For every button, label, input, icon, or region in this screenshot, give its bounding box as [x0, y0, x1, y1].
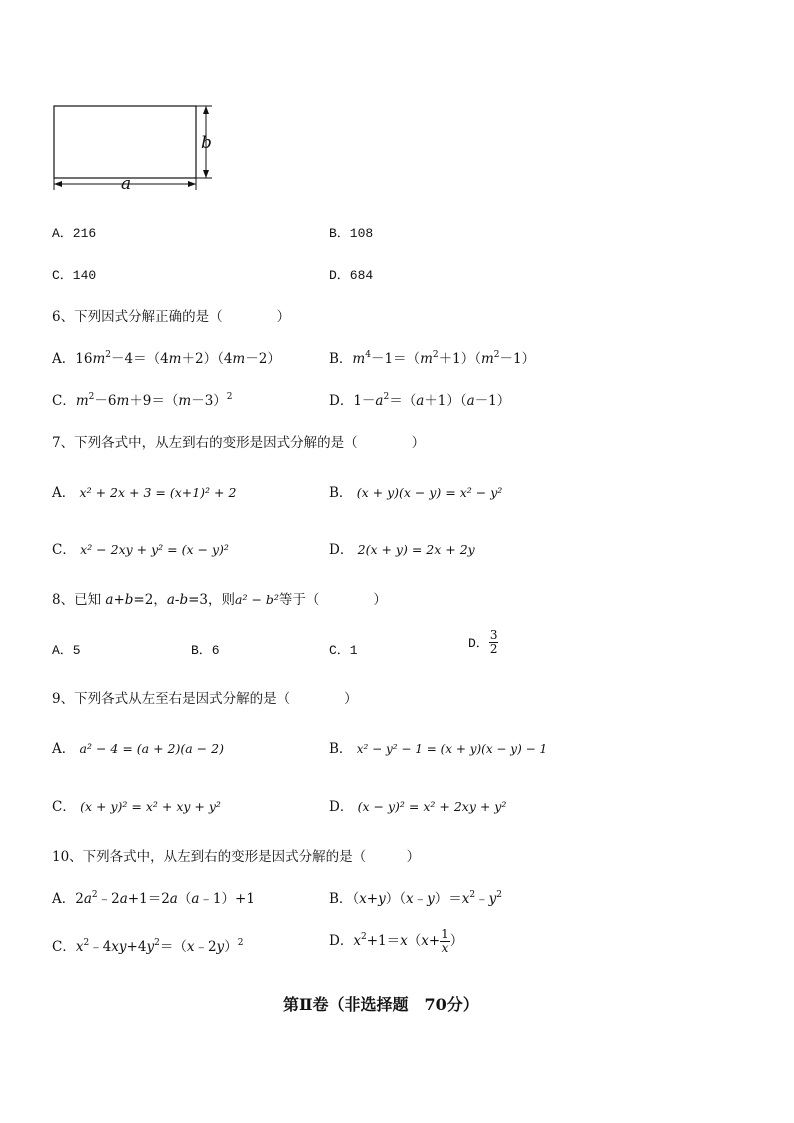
q10-option-d[interactable]: D．$x^2+1=x(x+$ $\frac{1}{x}$ ） [329, 927, 464, 956]
q10-option-c[interactable]: C．$x^2﹣4xy+4y^2=(x﹣2y)^2$ [52, 938, 244, 955]
q8-option-d[interactable]: D． $\frac{3}{2}$ [468, 628, 498, 657]
q5-option-d[interactable]: D．684 [329, 268, 374, 283]
q9-option-b[interactable]: B． x² − y² − 1 = (x + y)(x − y) − 1 [329, 741, 548, 757]
q8-option-b[interactable]: B．6 [191, 643, 220, 658]
q10-option-b[interactable]: B．$(x+y)(x﹣y)=x^2﹣y^2$ [329, 890, 502, 907]
q7-option-c[interactable]: C． x² − 2xy + y² = (x − y)² [52, 542, 229, 558]
q6-option-c[interactable]: C．$m^2-6m+9=(m-3)^2$ [52, 392, 233, 409]
q10-fraction: $\frac{1}{x}$ [441, 927, 449, 956]
q6-option-d[interactable]: D．$1-a^2=(a+1)(a-1)$ [329, 392, 511, 409]
q7-option-a[interactable]: A． x² + 2x + 3 = (x+1)² + 2 [52, 485, 237, 501]
q10-option-a[interactable]: A．$2a^2﹣2a+1=2a(a﹣1)+1$ [52, 890, 255, 907]
q9-option-a[interactable]: A． a² − 4 = (a + 2)(a − 2) [52, 741, 224, 757]
section-title: 第Ⅱ卷（非选择题 70分） [283, 995, 479, 1014]
q10-stem: 10、下列各式中，从左到右的变形是因式分解的是（ ） [52, 849, 421, 865]
q9-stem: 9、下列各式从左至右是因式分解的是（ ） [52, 691, 358, 707]
q8-option-a[interactable]: A．5 [52, 643, 81, 658]
figure-label-a: a [121, 174, 132, 194]
q7-stem: 7、下列各式中，从左到右的变形是因式分解的是（ ） [52, 435, 426, 451]
q6-option-a[interactable]: A．$16m^2-4=(4m+2)(4m-2)$ [52, 350, 281, 367]
q9-option-d[interactable]: D． (x − y)² = x² + 2xy + y² [329, 799, 507, 815]
q7-option-d[interactable]: D． 2(x + y) = 2x + 2y [329, 542, 475, 558]
q6-option-b[interactable]: B．$m^4-1=(m^2+1)(m^2-1)$ [329, 350, 536, 367]
q5-option-a[interactable]: A．216 [52, 226, 97, 241]
q6-stem: 6、下列因式分解正确的是（ ） [52, 309, 291, 325]
q9-option-c[interactable]: C． (x + y)² = x² + xy + y² [52, 799, 221, 815]
q8-stem: 8、已知 a+b=2，a-b=3，则a² − b²等于（ ） [52, 592, 387, 608]
q8-fraction: $\frac{3}{2}$ [489, 628, 498, 657]
q5-option-c[interactable]: C．140 [52, 268, 97, 283]
rectangle-figure [48, 100, 218, 198]
figure-label-b: b [201, 133, 212, 153]
q8-option-c[interactable]: C．1 [329, 643, 358, 658]
q5-option-b[interactable]: B．108 [329, 226, 374, 241]
q7-option-b[interactable]: B． (x + y)(x − y) = x² − y² [329, 485, 503, 501]
